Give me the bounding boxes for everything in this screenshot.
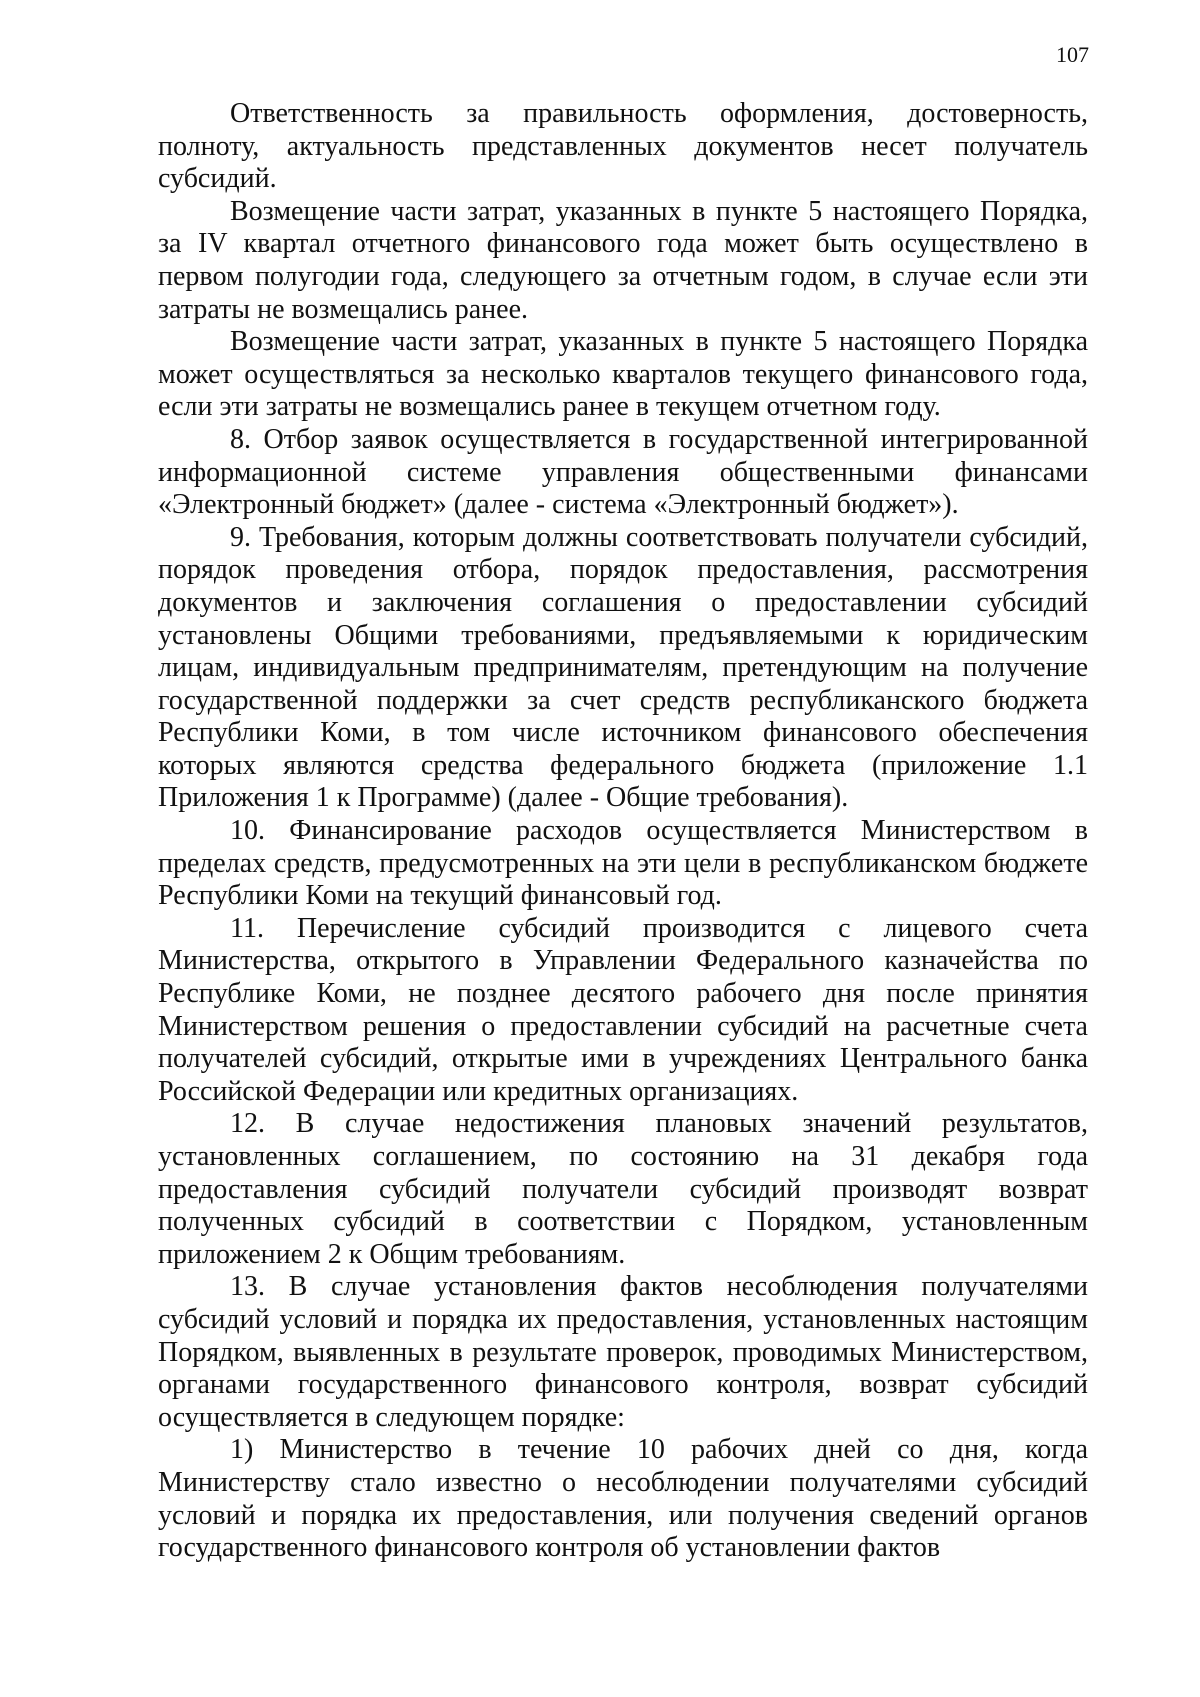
paragraph-item-13: 13. В случае установления фактов несоблюдения получателями субсидий условий и порядка их предоставления, установленных настоящим Порядком, выявленных в результате проверок, проводимых Министерством, органами государственного финансового контроля, возврат субсидий осуществляется в следующем порядке: xyxy=(158,1271,1088,1433)
paragraph-responsibility: Ответственность за правильность оформления, достоверность, полноту, актуальность представленных документов несет получатель субсидий. xyxy=(158,98,1088,195)
paragraph-q4-compensation: Возмещение части затрат, указанных в пункте 5 настоящего Порядка, за IV квартал отчетного финансового года может быть осуществлено в первом полугодии года, следующего за отчетным годом, в случае если эти затраты не возмещались ранее. xyxy=(158,195,1088,325)
paragraph-subitem-1: 1) Министерство в течение 10 рабочих дней со дня, когда Министерству стало известно о несоблюдении получателями субсидий условий и порядка их предоставления, или получения сведений органов государственного финансового контроля об установлении фактов xyxy=(158,1434,1088,1564)
page-number: 107 xyxy=(1056,42,1089,67)
document-body xyxy=(158,98,1088,1565)
paragraph-item-12: 12. В случае недостижения плановых значений результатов, установленных соглашением, по состоянию на 31 декабря года предоставления субсидий получатели субсидий производят возврат полученных субсидий в соответствии с Порядком, установленным приложением 2 к Общим требованиям. xyxy=(158,1108,1088,1270)
paragraph-multi-quarter-compensation: Возмещение части затрат, указанных в пункте 5 настоящего Порядка может осуществляться за несколько кварталов текущего финансового года, если эти затраты не возмещались ранее в текущем отчетном году. xyxy=(158,326,1088,423)
paragraph-item-10: 10. Финансирование расходов осуществляется Министерством в пределах средств, предусмотренных на эти цели в республиканском бюджете Республики Коми на текущий финансовый год. xyxy=(158,815,1088,912)
paragraph-item-11: 11. Перечисление субсидий производится с лицевого счета Министерства, открытого в Управлении Федерального казначейства по Республике Коми, не позднее десятого рабочего дня после принятия Министерством решения о предоставлении субсидий на расчетные счета получателей субсидий, открытые ими в учреждениях Центрального банка Российской Федерации или кредитных организациях. xyxy=(158,912,1088,1107)
paragraph-item-8: 8. Отбор заявок осуществляется в государственной интегрированной информационной системе управления общественными финансами «Электронный бюджет» (далее - система «Электронный бюджет»). xyxy=(158,423,1088,521)
paragraph-item-9: 9. Требования, которым должны соответствовать получатели субсидий, порядок проведения отбора, порядок предоставления, рассмотрения документов и заключения соглашения о предоставлении субсидий установлены Общими требованиями, предъявляемыми к юридическим лицам, индивидуальным предпринимателям, претендующим на получение государственной поддержки за счет средств республиканского бюджета Республики Коми, в том числе источником финансового обеспечения которых являются средства федерального бюджета (приложение 1.1 Приложения 1 к Программе) (далее - Общие требования). xyxy=(158,521,1088,814)
